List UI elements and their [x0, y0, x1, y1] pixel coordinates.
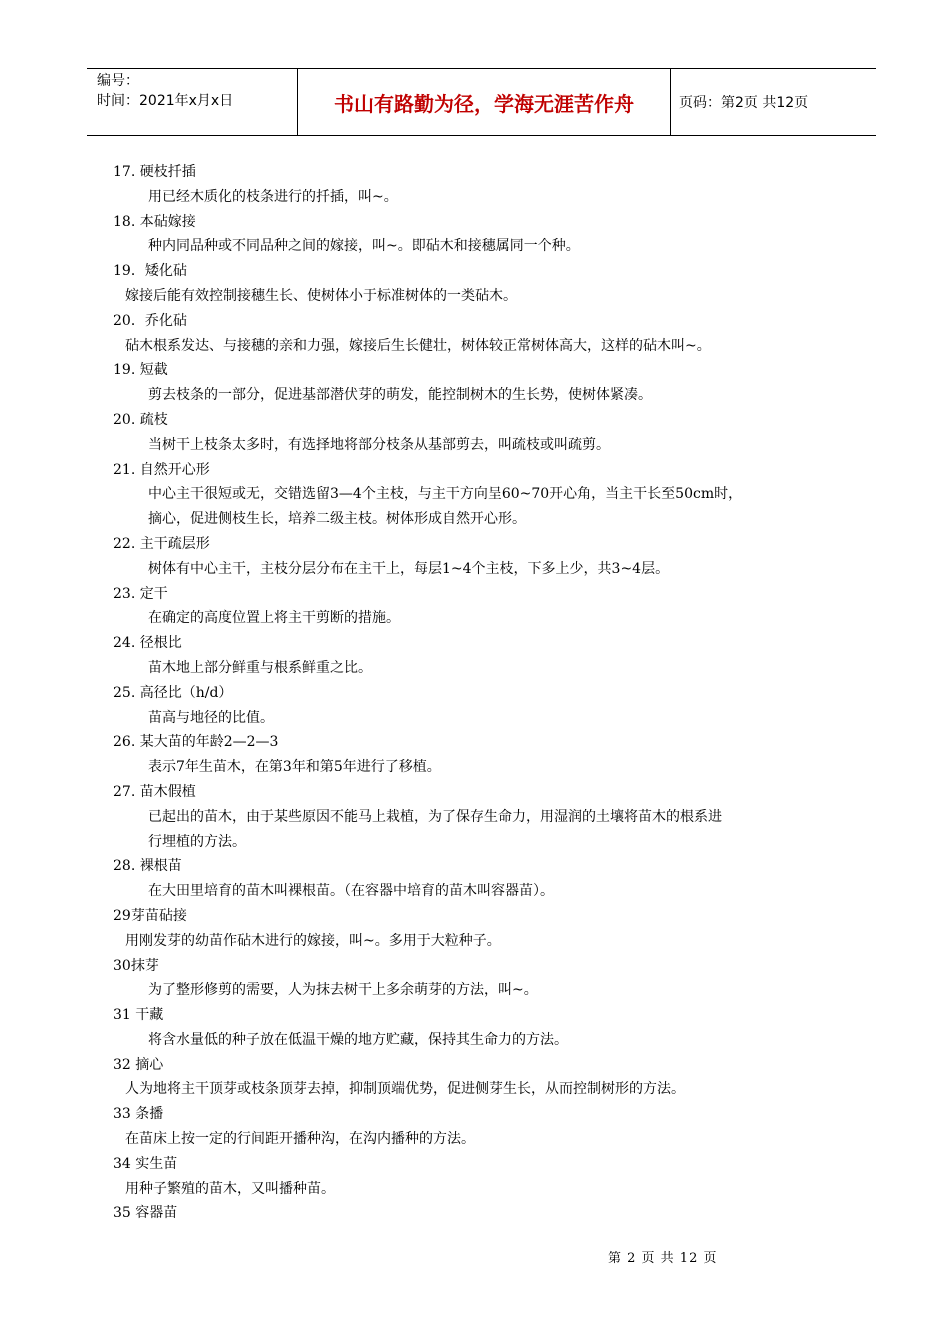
- glossary-entry: [113, 532, 873, 582]
- entry-definition: 表示7年生苗木，在第3年和第5年进行了移植。: [148, 759, 441, 776]
- glossary-entry: [113, 681, 873, 731]
- glossary-entry: [113, 358, 873, 408]
- entry-definition: 剪去枝条的一部分，促进基部潜伏芽的萌发，能控制树木的生长势，使树体紧凑。: [148, 387, 652, 404]
- glossary-entry: [113, 904, 873, 954]
- entry-term: 35 容器苗: [113, 1205, 178, 1222]
- glossary-entry: [113, 1053, 873, 1103]
- entry-definition: 用刚发芽的幼苗作砧木进行的嫁接，叫~。多用于大粒种子。: [125, 932, 501, 949]
- entry-term: 24. 径根比: [113, 635, 182, 652]
- entry-definition: 在苗床上按一定的行间距开播种沟，在沟内播种的方法。: [125, 1131, 475, 1148]
- glossary-entry: [113, 408, 873, 458]
- entry-term: 21. 自然开心形: [113, 461, 210, 478]
- entry-term: 29芽苗砧接: [113, 907, 187, 924]
- entry-term: 19. 短截: [113, 362, 168, 379]
- glossary-entry: [113, 1102, 873, 1152]
- entry-definition: 摘心，促进侧枝生长，培养二级主枝。树体形成自然开心形。: [148, 511, 526, 528]
- entry-term: 27. 苗木假植: [113, 783, 196, 800]
- entry-term: 17. 硬枝扦插: [113, 164, 196, 180]
- entry-term: 20. 疏枝: [113, 411, 168, 428]
- entry-definition: 当树干上枝条太多时，有选择地将部分枝条从基部剪去，叫疏枝或叫疏剪。: [148, 436, 610, 453]
- entry-definition: 人为地将主干顶芽或枝条顶芽去掉，抑制顶端优势，促进侧芽生长，从而控制树形的方法。: [125, 1081, 685, 1098]
- glossary-entry: [113, 259, 873, 309]
- entry-term: 26. 某大苗的年龄2—2—3: [113, 734, 279, 751]
- entry-term: 20．乔化砧: [113, 312, 187, 329]
- entry-definition: 用已经木质化的枝条进行的扦插，叫~。: [148, 188, 398, 205]
- glossary-entry: [113, 1152, 873, 1202]
- header-motto: 书山有路勤为径，学海无涯苦作舟: [298, 69, 671, 136]
- glossary-content: [113, 160, 873, 1226]
- entry-definition: 在大田里培育的苗木叫裸根苗。（在容器中培育的苗木叫容器苗）。: [148, 883, 554, 900]
- glossary-entry: [113, 160, 873, 210]
- entry-term: 19．矮化砧: [113, 263, 187, 280]
- entry-definition: 苗高与地径的比值。: [148, 709, 274, 726]
- glossary-entry: [113, 854, 873, 904]
- glossary-entry: [113, 210, 873, 260]
- glossary-entry: [113, 954, 873, 1004]
- glossary-entry: [113, 730, 873, 780]
- entry-definition: 用种子繁殖的苗木，又叫播种苗。: [125, 1180, 335, 1197]
- glossary-entry: [113, 631, 873, 681]
- entry-term: 33 条播: [113, 1106, 164, 1123]
- entry-term: 28. 裸根苗: [113, 858, 182, 875]
- entry-definition: 砧木根系发达、与接穗的亲和力强，嫁接后生长健壮，树体较正常树体高大，这样的砧木叫~。: [125, 337, 711, 354]
- entry-term: 18. 本砧嫁接: [113, 213, 196, 230]
- entry-term: 22. 主干疏层形: [113, 535, 210, 552]
- entry-term: 34 实生苗: [113, 1155, 178, 1172]
- entry-term: 25. 高径比（h/d）: [113, 684, 233, 701]
- entry-definition: 嫁接后能有效控制接穗生长、使树体小于标准树体的一类砧木。: [125, 287, 517, 304]
- glossary-entry: [113, 1003, 873, 1053]
- entry-definition: 已起出的苗木，由于某些原因不能马上栽植，为了保存生命力，用湿润的土壤将苗木的根系进: [148, 808, 722, 825]
- page-footer: 第 2 页 共 12 页: [608, 1251, 718, 1266]
- entry-definition: 种内同品种或不同品种之间的嫁接，叫~。即砧木和接穗属同一个种。: [148, 238, 580, 255]
- document-number-label: 编号：: [97, 73, 139, 89]
- entry-term: 23. 定干: [113, 585, 168, 602]
- glossary-entry: [113, 1201, 873, 1226]
- glossary-entry: [113, 309, 873, 359]
- glossary-entry: [113, 458, 873, 532]
- entry-definition: 在确定的高度位置上将主干剪断的措施。: [148, 610, 400, 627]
- entry-term: 31 干藏: [113, 1007, 164, 1024]
- entry-definition: 为了整形修剪的需要，人为抹去树干上多余萌芽的方法，叫~。: [148, 982, 538, 999]
- entry-term: 32 摘心: [113, 1056, 164, 1073]
- document-time-label: 时间：2021年x月x日: [97, 93, 234, 109]
- page-header: [87, 68, 876, 136]
- entry-definition: 行埋植的方法。: [148, 833, 246, 850]
- glossary-entry: [113, 582, 873, 632]
- entry-definition: 中心主干很短或无，交错选留3—4个主枝，与主干方向呈60~70开心角，当主干长至50cm时，: [148, 486, 743, 503]
- glossary-entry: [113, 780, 873, 854]
- entry-term: 30抹芽: [113, 957, 159, 974]
- entry-definition: 树体有中心主干，主枝分层分布在主干上，每层1~4个主枝，下多上少，共3~4层。: [148, 560, 670, 577]
- entry-definition: 苗木地上部分鲜重与根系鲜重之比。: [148, 659, 372, 676]
- header-meta: [87, 69, 298, 136]
- entry-definition: 将含水量低的种子放在低温干燥的地方贮藏，保持其生命力的方法。: [148, 1031, 568, 1048]
- header-page-label: 页码：第2页 共12页: [679, 95, 809, 111]
